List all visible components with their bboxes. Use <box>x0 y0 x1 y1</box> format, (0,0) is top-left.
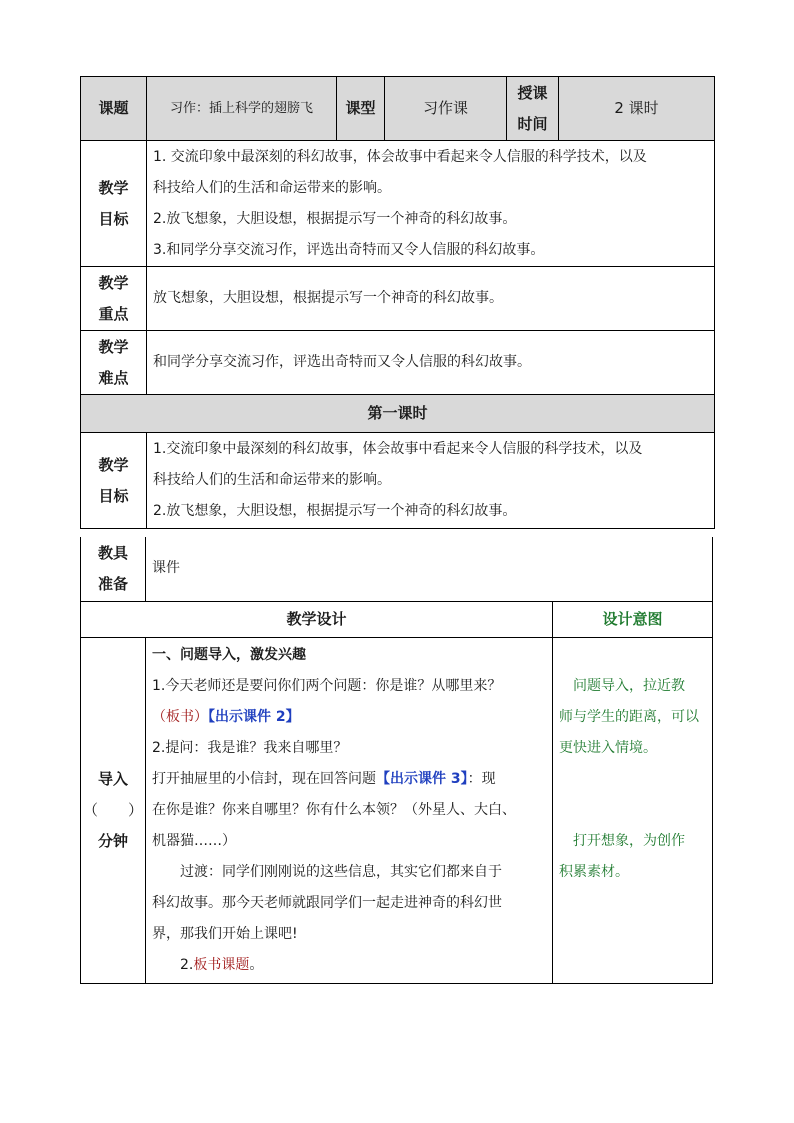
lesson-plan-top-table <box>80 76 715 529</box>
goals-row <box>81 141 715 267</box>
intro-line: 过渡：同学们刚刚说的这些信息，其实它们都来自于 <box>180 863 502 880</box>
intro-line <box>152 950 550 981</box>
board-note: 板书课题 <box>193 956 250 973</box>
intro-line: 科幻故事。那今天老师就跟同学们一起走进神奇的科幻世 <box>152 894 502 911</box>
intro-content <box>146 637 553 983</box>
intent-line: 打开想象，为创作 <box>559 832 685 849</box>
intent-line: 更快进入情境。 <box>559 739 657 756</box>
time-label-line: 授课 <box>517 83 548 102</box>
board-note: （板书） <box>152 708 208 725</box>
time-label-line: 时间 <box>517 114 548 133</box>
tools-row <box>81 537 713 601</box>
goal-line: 3.和同学分享交流习作，评选出奇特而又令人信服的科幻故事。 <box>153 241 545 258</box>
time-value: 2 课时 <box>559 77 715 141</box>
intent-block <box>559 826 712 888</box>
intent-line: 积累素材。 <box>559 863 629 880</box>
lesson-goals-row <box>81 433 715 529</box>
intent-line: 问题导入，拉近教 <box>559 677 685 694</box>
design-header-row <box>81 601 713 637</box>
intro-text: 打开抽屉里的小信封，现在回答问题 <box>152 770 376 787</box>
intro-label-line: （ ） <box>82 800 143 819</box>
lesson-goals-label <box>81 433 147 529</box>
key-points-label-line: 教学 <box>98 273 129 292</box>
key-points-label-line: 重点 <box>98 304 129 323</box>
intro-line: 界，那我们开始上课吧! <box>152 925 298 942</box>
intro-text: 2. <box>180 956 194 973</box>
type-label: 课型 <box>337 77 385 141</box>
lesson-title-row <box>81 395 715 433</box>
key-points-label <box>81 267 147 331</box>
goals-content <box>147 141 715 267</box>
intro-line: 1.今天老师还是要问你们两个问题：你是谁？从哪里来？ <box>152 677 502 694</box>
lesson-title: 第一课时 <box>81 395 715 433</box>
lesson-plan-bottom-table <box>80 537 713 984</box>
goals-label-line: 教学 <box>98 178 129 197</box>
intro-text: 。 <box>249 956 264 973</box>
tools-label-line: 教具 <box>97 543 128 562</box>
tools-text: 课件 <box>146 537 713 601</box>
intro-line: 2.提问：我是谁？我来自哪里？ <box>152 739 348 756</box>
intro-row <box>81 637 713 983</box>
goal-line: 1. 交流印象中最深刻的科幻故事，体会故事中看起来令人信服的科学技术，以及 <box>153 148 647 165</box>
lesson-goal-line: 1.交流印象中最深刻的科幻故事，体会故事中看起来令人信服的科学技术，以及 <box>153 441 643 457</box>
intro-line <box>152 702 550 733</box>
difficulties-label-line: 难点 <box>98 368 129 387</box>
time-label <box>507 77 559 141</box>
header-row <box>81 77 715 141</box>
subject-label: 课题 <box>81 77 147 141</box>
subject-value: 习作：插上科学的翅膀飞 <box>147 77 337 141</box>
goals-label-line: 目标 <box>98 209 129 228</box>
lesson-goals-label-line: 教学 <box>98 455 129 474</box>
tools-label <box>81 537 146 601</box>
intro-label <box>81 637 146 983</box>
intent-line: 师与学生的距离，可以 <box>559 708 699 725</box>
intro-label-line: 分钟 <box>97 831 128 850</box>
difficulties-row <box>81 331 715 395</box>
intro-line <box>152 764 550 795</box>
goal-line: 2.放飞想象，大胆设想，根据提示写一个神奇的科幻故事。 <box>153 210 517 227</box>
lesson-goals-content <box>147 433 715 529</box>
intro-line: 机器猫……） <box>152 832 236 849</box>
intent-block <box>559 671 712 764</box>
intro-heading: 一、问题导入，激发兴趣 <box>152 646 306 663</box>
intro-label-line: 导入 <box>97 769 128 788</box>
lesson-goals-label-line: 目标 <box>98 486 129 505</box>
intro-line: 在你是谁？你来自哪里？你有什么本领？（外星人、大白、 <box>152 801 516 818</box>
tools-label-line: 准备 <box>97 574 128 593</box>
key-points-text: 放飞想象，大胆设想，根据提示写一个神奇的科幻故事。 <box>147 267 715 331</box>
goal-line: 科技给人们的生活和命运带来的影响。 <box>153 179 391 196</box>
difficulties-text: 和同学分享交流习作，评选出奇特而又令人信服的科幻故事。 <box>147 331 715 395</box>
key-points-row <box>81 267 715 331</box>
lesson-goal-line: 科技给人们的生活和命运带来的影响。 <box>153 472 391 488</box>
slide-ref: 【出示课件 3】 <box>376 770 468 787</box>
design-header: 教学设计 <box>81 601 553 637</box>
slide-ref: 【出示课件 2】 <box>208 708 300 725</box>
lesson-goal-line: 2.放飞想象，大胆设想，根据提示写一个神奇的科幻故事。 <box>153 503 517 519</box>
intro-text: ：现 <box>467 770 496 787</box>
type-value: 习作课 <box>385 77 507 141</box>
goals-label <box>81 141 147 267</box>
difficulties-label-line: 教学 <box>98 337 129 356</box>
difficulties-label <box>81 331 147 395</box>
intent-header: 设计意图 <box>553 601 713 637</box>
intro-intent <box>553 637 713 983</box>
